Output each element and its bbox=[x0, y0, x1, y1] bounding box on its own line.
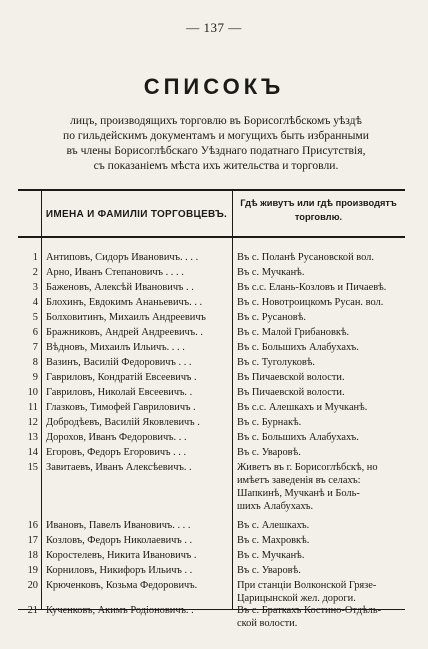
merchant-place bbox=[237, 534, 403, 547]
merchant-place bbox=[237, 519, 403, 532]
header-separator bbox=[18, 236, 405, 238]
row-number: 15 bbox=[27, 462, 38, 473]
merchant-name: Дорохов, Иванъ Федоровичъ. . . bbox=[46, 432, 187, 443]
row-number: 2 bbox=[32, 267, 38, 278]
merchant-name: Блохинъ, Евдокимъ Ананьевичъ. . . bbox=[46, 297, 203, 308]
column-divider bbox=[232, 191, 233, 609]
row-number: 20 bbox=[27, 580, 38, 591]
place-line: Въ с. Махровкѣ. bbox=[237, 535, 310, 546]
column-divider bbox=[41, 191, 42, 609]
place-line: Въ с. Туголуковѣ. bbox=[237, 357, 316, 368]
merchant-place bbox=[237, 461, 403, 513]
place-line: Въ с.с. Елань-Козловъ и Пичаевѣ. bbox=[237, 282, 387, 293]
merchant-place bbox=[237, 401, 403, 414]
place-line: шихъ Алабухахъ. bbox=[237, 501, 314, 512]
row-number: 16 bbox=[27, 520, 38, 531]
row-number: 11 bbox=[27, 402, 38, 413]
merchant-place bbox=[237, 266, 403, 279]
merchant-name: Ивановъ, Павелъ Ивановичъ. . . . bbox=[46, 520, 191, 531]
place-line: Шапкинѣ, Мучканѣ и Боль- bbox=[237, 488, 360, 499]
row-number: 19 bbox=[27, 565, 38, 576]
place-line: Въ с. Большихъ Алабухахъ. bbox=[237, 432, 359, 443]
merchant-name: Коростелевъ, Никита Ивановичъ . bbox=[46, 550, 197, 561]
subtitle-line: лицъ, производящихъ торговлю въ Борисоглѣбскомъ уѣздѣ bbox=[70, 114, 362, 127]
merchant-place bbox=[237, 341, 403, 354]
merchant-name: Егоровъ, Федоръ Егоровичъ . . . bbox=[46, 447, 187, 458]
row-number: 5 bbox=[32, 312, 38, 323]
place-line: Въ Пичаевской волости. bbox=[237, 372, 345, 383]
merchant-place bbox=[237, 251, 403, 264]
merchant-name: Гавриловъ, Николай Евсеевичъ. . bbox=[46, 387, 193, 398]
row-number: 13 bbox=[27, 432, 38, 443]
place-line: Въ с.с. Алешкахъ и Мучканѣ. bbox=[237, 402, 368, 413]
row-number: 10 bbox=[27, 387, 38, 398]
merchant-place bbox=[237, 326, 403, 339]
header-place-line: Гдѣ живутъ или гдѣ производятъ bbox=[240, 198, 397, 208]
merchant-name: Болховитинъ, Михаилъ Андреевичъ bbox=[46, 312, 206, 323]
header-place bbox=[232, 196, 405, 224]
merchant-name: Антиповъ, Сидоръ Ивановичъ. . . . bbox=[46, 252, 199, 263]
row-number: 1 bbox=[32, 252, 38, 263]
place-line: Въ с. Алешкахъ. bbox=[237, 520, 310, 531]
subtitle-line: въ члены Борисоглѣбскаго Уѣзднаго податнаго Присутствія, bbox=[66, 144, 366, 157]
merchant-place bbox=[237, 564, 403, 577]
merchant-name: Корниловъ, Никифоръ Ильичъ . . bbox=[46, 565, 193, 576]
row-number: 21 bbox=[27, 605, 38, 616]
merchant-name: Вѣдновъ, Михаилъ Ильичъ. . . . bbox=[46, 342, 185, 353]
subtitle-line: съ показаніемъ мѣста ихъ жительства и торговли. bbox=[93, 159, 339, 172]
merchant-place bbox=[237, 416, 403, 429]
merchant-name: Вазинъ, Василій Федоровичъ . . . bbox=[46, 357, 192, 368]
merchant-place bbox=[237, 431, 403, 444]
place-line: Въ с. Русановѣ. bbox=[237, 312, 306, 323]
place-line: Въ с. Бурнакѣ. bbox=[237, 417, 302, 428]
merchant-place bbox=[237, 446, 403, 459]
place-line: Въ с. Новотроицкомъ Русан. вол. bbox=[237, 297, 384, 308]
place-line: Въ с. Уваровѣ. bbox=[237, 565, 301, 576]
merchant-name: Бражниковъ, Андрей Андреевичъ. . bbox=[46, 327, 203, 338]
row-number: 7 bbox=[32, 342, 38, 353]
place-line: Въ с. Браткахъ Костино-Отдѣль- bbox=[237, 605, 382, 616]
place-line: Въ с. Уваровѣ. bbox=[237, 447, 301, 458]
row-number: 12 bbox=[27, 417, 38, 428]
header-place-line: торговлю. bbox=[294, 212, 343, 222]
row-number: 6 bbox=[32, 327, 38, 338]
place-line: Въ с. Малой Грибановкѣ. bbox=[237, 327, 350, 338]
place-line: При станціи Волконской Грязе- bbox=[237, 580, 377, 591]
merchant-place bbox=[237, 281, 403, 294]
merchant-name: Завитаевъ, Иванъ Алексѣевичъ. . bbox=[46, 462, 192, 473]
document-title: СПИСОКЪ bbox=[143, 74, 285, 99]
row-number: 4 bbox=[32, 297, 38, 308]
row-number: 14 bbox=[27, 447, 38, 458]
merchant-place bbox=[237, 604, 403, 630]
place-line: Въ с. Мучканѣ. bbox=[237, 267, 305, 278]
merchant-name: Баженовъ, Алексѣй Ивановичъ . . bbox=[46, 282, 194, 293]
document-subtitle bbox=[18, 113, 414, 173]
place-line: Въ с. Мучканѣ. bbox=[237, 550, 305, 561]
place-line: имѣетъ заведенія въ селахъ: bbox=[237, 475, 361, 486]
place-line: Въ Пичаевской волости. bbox=[237, 387, 345, 398]
place-line: Живетъ въ г. Борисоглѣбскѣ, но bbox=[237, 462, 378, 473]
merchant-name: Глазковъ, Тимофей Гавриловичъ . bbox=[46, 402, 196, 413]
place-line: Царицынской жел. дороги. bbox=[237, 593, 356, 604]
row-number: 17 bbox=[27, 535, 38, 546]
merchant-name: Арно, Иванъ Степановичъ . . . . bbox=[46, 267, 184, 278]
row-number: 18 bbox=[27, 550, 38, 561]
merchant-place bbox=[237, 386, 403, 399]
place-line: Въ с. Большихъ Алабухахъ. bbox=[237, 342, 359, 353]
row-number: 3 bbox=[32, 282, 38, 293]
merchant-place bbox=[237, 579, 403, 605]
merchant-name: Крюченковъ, Козьма Федоровичъ. bbox=[46, 580, 198, 591]
merchants-table bbox=[18, 189, 405, 629]
merchant-name: Козловъ, Федоръ Николаевичъ . . bbox=[46, 535, 193, 546]
merchant-place bbox=[237, 371, 403, 384]
merchant-place bbox=[237, 296, 403, 309]
header-names: ИМЕНА И ФАМИЛІИ ТОРГОВЦЕВЪ. bbox=[45, 209, 228, 220]
merchant-place bbox=[237, 311, 403, 324]
merchant-name: Добродѣевъ, Василій Яковлевичъ . bbox=[46, 417, 200, 428]
place-line: ской волости. bbox=[237, 618, 298, 629]
page-number: — 137 — bbox=[186, 20, 242, 35]
place-line: Въ с. Поланѣ Русановской вол. bbox=[237, 252, 374, 263]
merchant-place bbox=[237, 549, 403, 562]
subtitle-line: по гильдейскимъ документамъ и могущихъ быть избранными bbox=[63, 129, 369, 142]
merchant-name: Кученковъ, Акимъ Родіоновичъ. . bbox=[46, 605, 194, 616]
row-number: 8 bbox=[32, 357, 38, 368]
merchant-place bbox=[237, 356, 403, 369]
merchant-name: Гавриловъ, Кондратій Евсеевичъ . bbox=[46, 372, 197, 383]
row-number: 9 bbox=[32, 372, 38, 383]
